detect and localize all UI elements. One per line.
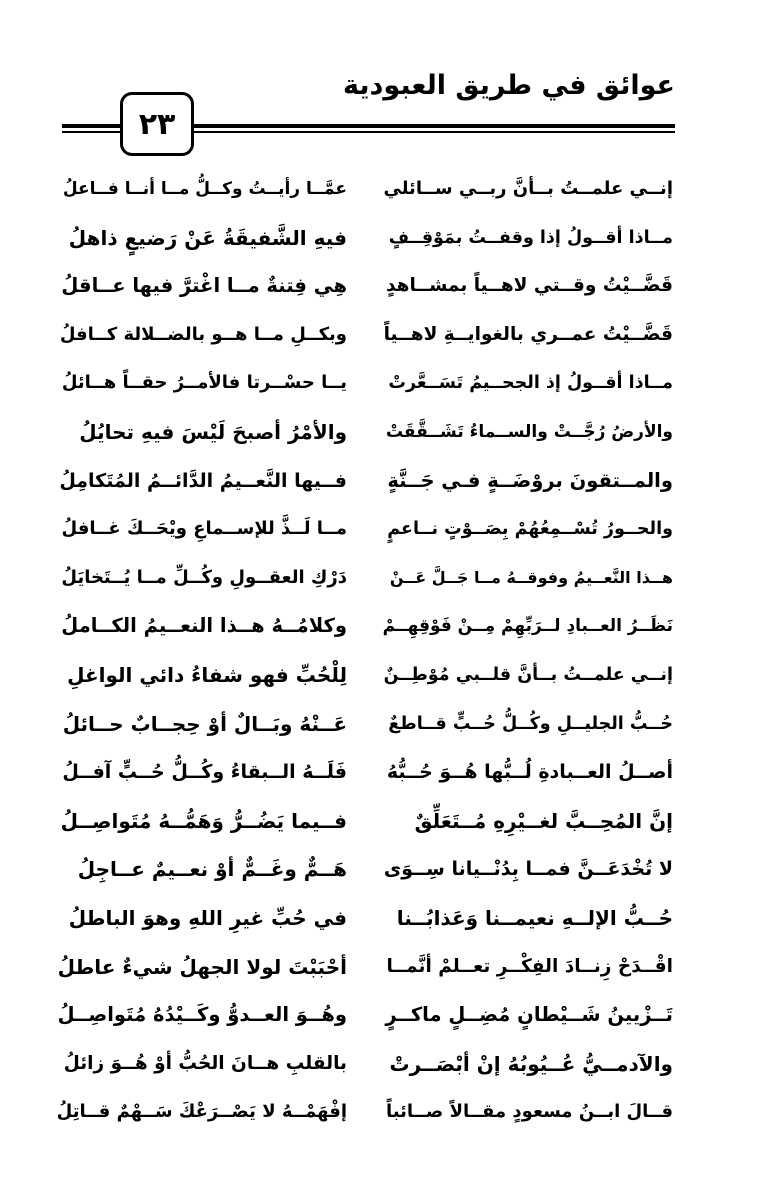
- first-hemistich: إنــي علمــتُ بــأنَّ ربــي ســائلي: [383, 178, 673, 199]
- verse-line: [0, 554, 775, 602]
- second-hemistich: عمَّــا رأيــتُ وكــلُّ مــا أنــا فــاعلُ: [62, 179, 347, 199]
- first-hemistich: لا تُخْدَعَــنَّ فمــا بِدُنْــيانا سِــوَى: [383, 858, 673, 881]
- verse-line: [0, 311, 775, 359]
- second-hemistich: فيهِ الشَّفيقَةُ عَنْ رَضيعٍ ذاهلُ: [68, 225, 347, 250]
- first-hemistich: مــاذا أقــولُ إذ الجحــيمُ تَسَــعَّرتْ: [388, 373, 673, 394]
- verse-line: [0, 602, 775, 650]
- first-hemistich: اقْــدَحْ زِنــادَ الفِكْــرِ تعــلمْ أنَّمــا: [386, 955, 673, 977]
- verse-line: [0, 894, 775, 942]
- first-hemistich: والآدمــيُّ عُــيُوبُهُ إنْ أبْصَــرتْ: [389, 1051, 673, 1076]
- verse-line: [0, 700, 775, 748]
- verse-line: [0, 943, 775, 991]
- first-hemistich: حُــبُّ الإلــهِ نعيمــنا وَعَذابُــنا: [396, 906, 673, 930]
- second-hemistich: مــا لَــذَّ للإســماعِ ويْحَــكَ غــافلُ: [61, 518, 347, 540]
- verse-line: [0, 797, 775, 845]
- running-title: عوائق في طريق العبودية: [343, 70, 675, 101]
- verse-line: [0, 748, 775, 796]
- first-hemistich: قــالَ ابــنُ مسعودٍ مقــالاً صــائباً: [386, 1101, 673, 1123]
- second-hemistich: وهُــوَ العــدوُّ وكَــيْدُهُ مُتَواصِــلُ: [57, 1003, 347, 1027]
- first-hemistich: إنَّ المُحِــبَّ لغــيْرِهِ مُــتَعَلِّقٌ: [414, 808, 673, 833]
- second-hemistich: فــيها النَّعــيمُ الدَّائــمُ المُتَكامِلُ: [59, 469, 347, 492]
- verse-line: [0, 214, 775, 262]
- second-hemistich: فَلَــهُ الــبقاءُ وكُــلُّ حُــبٍّ آفــلُ: [62, 761, 347, 784]
- first-hemistich: والمــتقونَ بروْضَــةٍ فـي جَــنَّةٍ: [387, 468, 673, 492]
- second-hemistich: لِلْحُبِّ فهو شفاءُ دائي الواغلِ: [67, 663, 347, 687]
- second-hemistich: بالقلبِ هــانَ الحُبُّ أوْ هُــوَ زائلُ: [63, 1052, 347, 1074]
- first-hemistich: والأرضُ رُجَّــتْ والســماءُ تَشَــقَّقَتْ: [385, 422, 673, 442]
- first-hemistich: مــاذا أقــولُ إذا وقفــتُ بمَوْقِــفٍ: [388, 227, 673, 248]
- second-hemistich: وكلامُــهُ هــذا النعــيمُ الكــاملُ: [61, 614, 347, 638]
- second-hemistich: في حُبِّ غيرِ اللهِ وهوَ الباطلُ: [68, 906, 347, 930]
- verse-line: [0, 1088, 775, 1136]
- second-hemistich: فــيما يَضُــرُّ وَهَمُّــهُ مُتَواصِــلُ: [60, 808, 347, 833]
- second-hemistich: إفْهَمْــهُ لا يَصْــرَعْكَ سَــهْمٌ قــاتِلُ: [56, 1101, 347, 1123]
- verse-line: [0, 845, 775, 893]
- verse-line: [0, 651, 775, 699]
- second-hemistich: عَــنْهُ وبَــالٌ أوْ حِجــابٌ حــائلُ: [62, 711, 347, 736]
- verse-line: [0, 991, 775, 1039]
- first-hemistich: والحــورُ تُسْــمِعُهُمْ بِصَــوْتٍ نــاعمٍ: [387, 519, 673, 540]
- first-hemistich: قَضَّــيْتُ وقــتي لاهــياً بمشــاهدٍ: [385, 275, 673, 297]
- first-hemistich: هــذا النَّعــيمُ وفوقــهُ مــا جَــلَّ عَــنْ: [389, 567, 673, 587]
- second-hemistich: أحْبَبْتَ لولا الجهلُ شيءٌ عاطلُ: [57, 954, 347, 979]
- first-hemistich: إنــي علمــتُ بــأنَّ قلــبي مُوْطِــنٌ: [383, 665, 673, 685]
- verse-line: [0, 457, 775, 505]
- second-hemistich: هَــمٌّ وغَــمٌّ أوْ نعــيمٌ عــاجِلُ: [77, 857, 347, 882]
- verse-line: [0, 408, 775, 456]
- verse-line: [0, 505, 775, 553]
- second-hemistich: يــا حسْــرتا فالأمــرُ حقــاً هــائلُ: [61, 372, 347, 394]
- second-hemistich: والأمْرُ أصبحَ لَيْسَ فيهِ تحايُلُ: [79, 420, 347, 444]
- second-hemistich: وبكــلِ مــا هــو بالضــلالة كــافلُ: [59, 323, 347, 345]
- verse-line: [0, 262, 775, 310]
- first-hemistich: أصــلُ العــبادةِ لُــبُّها هُــوَ حُــبُّهُ: [386, 761, 673, 784]
- second-hemistich: هِي فِتنةٌ مــا اغْترَّ فيها عــاقلُ: [61, 274, 347, 298]
- verse-line: [0, 359, 775, 407]
- page-number: ٢٣: [120, 92, 194, 156]
- verse-line: [0, 165, 775, 213]
- second-hemistich: دَرْكِ العقــولِ وكُــلِّ مــا يُــتَخايَلُ: [61, 566, 347, 588]
- first-hemistich: نَظَــرُ العــبادِ لــرَبِّهِمْ مِــنْ فَوْقِهِــمْ: [382, 616, 673, 637]
- first-hemistich: تَــزْيينُ شَــيْطانٍ مُضِــلٍ ماكــرٍ: [385, 1003, 673, 1027]
- first-hemistich: قَضَّــيْتُ عمــري بالغوايــةِ لاهــياً: [383, 323, 673, 345]
- verse-line: [0, 1040, 775, 1088]
- first-hemistich: حُــبُّ الجليــلِ وكُــلُّ حُــبٍّ قــاطعٌ: [388, 713, 673, 734]
